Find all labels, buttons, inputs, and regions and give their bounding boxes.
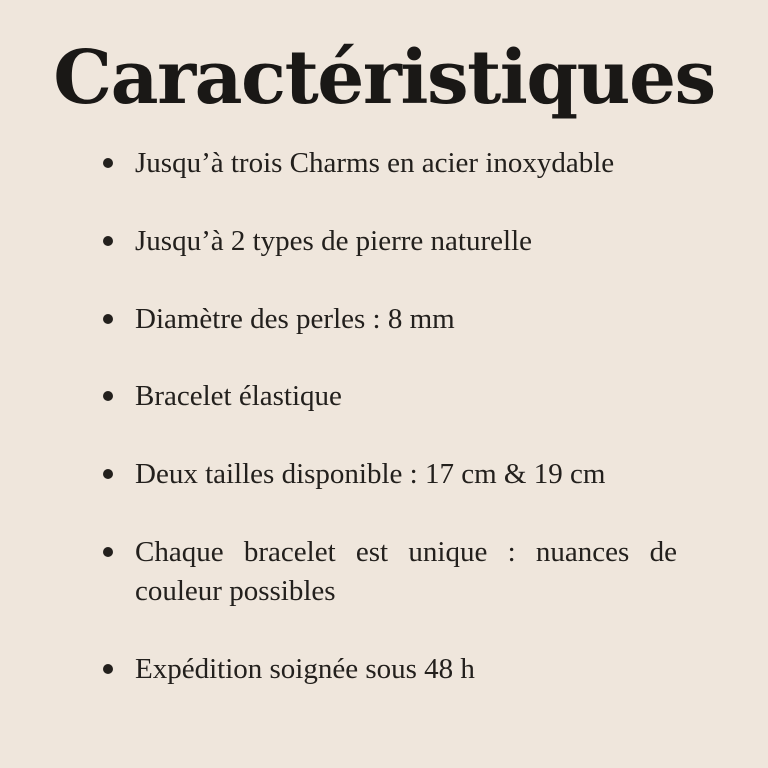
feature-text: Jusqu’à 2 types de pierre naturelle [135,225,532,257]
feature-text: Deux tailles disponible : 17 cm & 19 cm [135,458,606,490]
bullet-icon [103,469,113,479]
bullet-icon [103,664,113,674]
bullet-icon [103,236,113,246]
feature-text: Expédition soignée sous 48 h [135,653,475,685]
page-title: Caractéristiques [53,35,715,121]
feature-text: Chaque bracelet est unique : nuances de couleur possibles [135,536,677,607]
feature-text: Diamètre des perles : 8 mm [135,303,455,335]
list-item [135,455,677,494]
list-item [135,300,677,339]
list-item [135,377,677,416]
feature-text: Jusqu’à trois Charms en acier inoxydable [135,147,615,179]
list-item [135,533,677,611]
bullet-icon [103,314,113,324]
list-item [135,144,677,183]
bullet-icon [103,391,113,401]
list-item [135,222,677,261]
feature-text: Bracelet élastique [135,380,342,412]
list-item [135,650,677,689]
bullet-icon [103,547,113,557]
bullet-icon [103,158,113,168]
